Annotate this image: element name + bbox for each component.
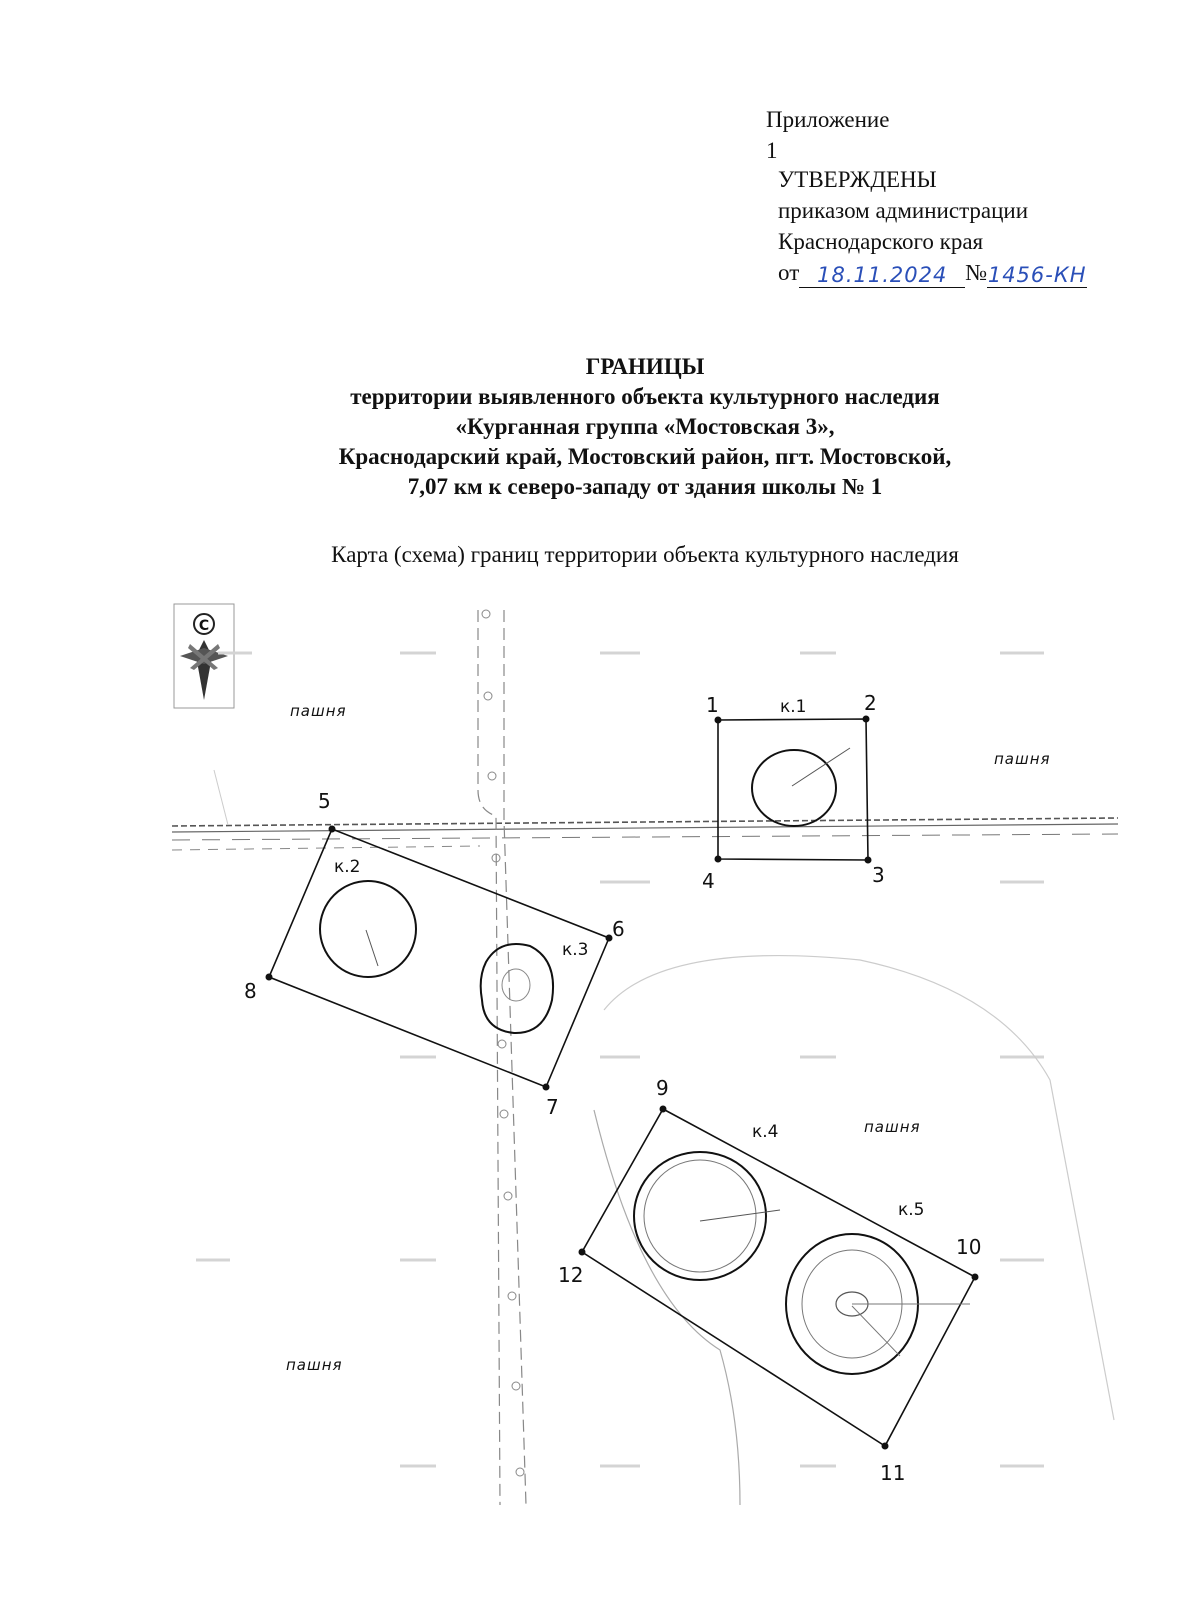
- order-line-1: приказом администрации: [778, 198, 1029, 223]
- mound-label-1: к.1: [780, 697, 807, 717]
- order-line-2: Краснодарского края: [778, 229, 984, 254]
- boundary-mound-2-3: [269, 829, 609, 1087]
- point-labels: [244, 691, 981, 1485]
- date-value: 18.11.2024: [817, 263, 948, 287]
- point-label-5: 5: [318, 789, 331, 813]
- faint-elevation-marks: [196, 653, 1044, 1466]
- land-label-center: пашня: [864, 1118, 921, 1136]
- land-label-nw: пашня: [290, 702, 347, 720]
- point-label-8: 8: [244, 979, 257, 1003]
- map-caption: Карта (схема) границ территории объекта культурного наследия: [331, 542, 959, 567]
- title-line-2: «Курганная группа «Мостовская 3»,: [455, 414, 835, 439]
- point-label-10: 10: [956, 1235, 982, 1259]
- title-line-4: 7,07 км к северо-западу от здания школы № 1: [407, 474, 883, 499]
- point-label-4: 4: [702, 869, 715, 893]
- approved-heading: УТВЕРЖДЕНЫ: [778, 167, 937, 192]
- compass-rose-icon: [174, 604, 234, 708]
- point-label-2: 2: [864, 691, 877, 715]
- point-label-1: 1: [706, 693, 719, 717]
- number-value: 1456-КН: [987, 263, 1087, 287]
- tree-symbols: [482, 610, 524, 1476]
- compass-north-letter: С: [198, 618, 210, 634]
- point-label-6: 6: [612, 917, 625, 941]
- boundary-mound-4-5: [582, 1109, 975, 1446]
- title-heading: ГРАНИЦЫ: [585, 354, 705, 379]
- mound-contours: [320, 748, 970, 1374]
- land-label-ne: пашня: [994, 750, 1051, 768]
- land-label-sw: пашня: [286, 1356, 343, 1374]
- title-line-3: Краснодарский край, Мостовский район, пгт. Мостовской,: [338, 444, 952, 469]
- point-label-9: 9: [656, 1076, 669, 1100]
- title-line-1: территории выявленного объекта культурного наследия: [350, 384, 940, 409]
- mound-label-3: к.3: [562, 940, 589, 960]
- number-prefix: №: [965, 260, 988, 285]
- date-prefix: от: [778, 260, 800, 285]
- mound-labels: [334, 697, 925, 1220]
- point-label-11: 11: [880, 1461, 906, 1485]
- mound-label-5: к.5: [898, 1200, 925, 1220]
- point-label-7: 7: [546, 1095, 559, 1119]
- mound-label-4: к.4: [752, 1122, 779, 1142]
- point-label-3: 3: [872, 863, 885, 887]
- appendix-label: Приложение 1: [766, 107, 890, 163]
- boundary-mound-1: [718, 719, 868, 860]
- point-label-12: 12: [558, 1263, 584, 1287]
- mound-label-2: к.2: [334, 857, 361, 877]
